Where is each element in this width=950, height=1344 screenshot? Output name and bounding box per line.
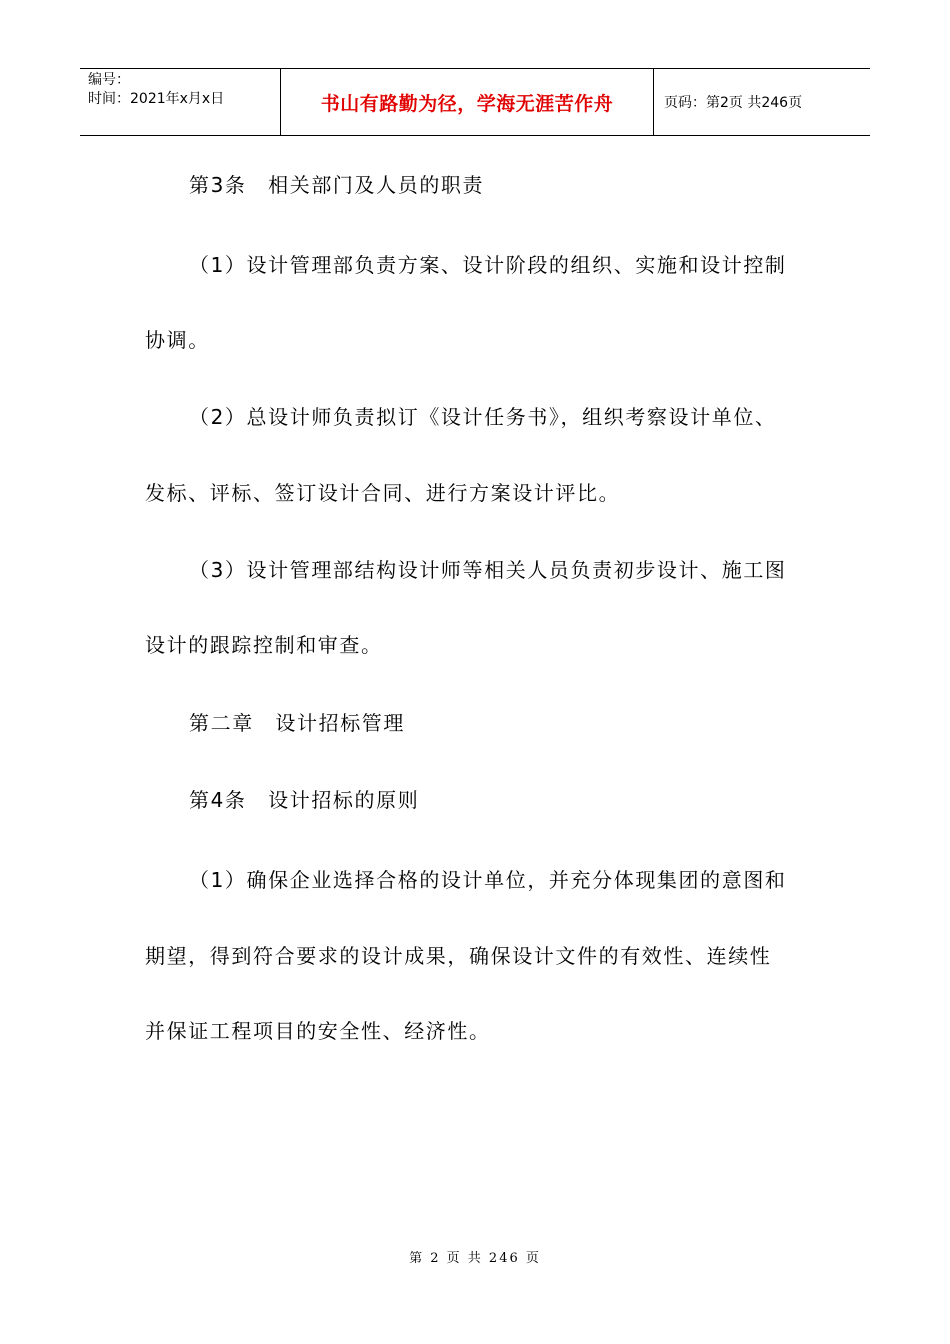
paragraph-line: （1）确保企业选择合格的设计单位，并充分体现集团的意图和: [189, 868, 787, 892]
page-header: [80, 68, 870, 136]
header-meta: [80, 69, 281, 135]
page-footer: 第 2 页 共 246 页: [409, 1251, 541, 1266]
article-3-heading: 第3条 相关部门及人员的职责: [189, 173, 485, 197]
paragraph-line: 并保证工程项目的安全性、经济性。: [145, 1019, 491, 1043]
header-motto: 书山有路勤为径，学海无涯苦作舟: [281, 69, 654, 135]
header-page-info: 页码：第2页 共246页: [664, 95, 803, 111]
article-4-heading: 第4条 设计招标的原则: [189, 788, 420, 812]
chapter-2-heading: 第二章 设计招标管理: [189, 711, 405, 735]
paragraph-line: 协调。: [145, 328, 210, 352]
paragraph-line: 设计的跟踪控制和审查。: [145, 633, 383, 657]
paragraph-line: （1）设计管理部负责方案、设计阶段的组织、实施和设计控制: [189, 253, 787, 277]
paragraph-line: （2）总设计师负责拟订《设计任务书》，组织考察设计单位、: [189, 405, 777, 429]
paragraph-line: 期望，得到符合要求的设计成果，确保设计文件的有效性、连续性: [145, 944, 772, 968]
paragraph-line: （3）设计管理部结构设计师等相关人员负责初步设计、施工图: [189, 558, 787, 582]
document-date: 时间：2021年x月x日: [88, 91, 225, 107]
paragraph-line: 发标、评标、签订设计合同、进行方案设计评比。: [145, 481, 621, 505]
document-number-label: 编号：: [88, 72, 130, 88]
